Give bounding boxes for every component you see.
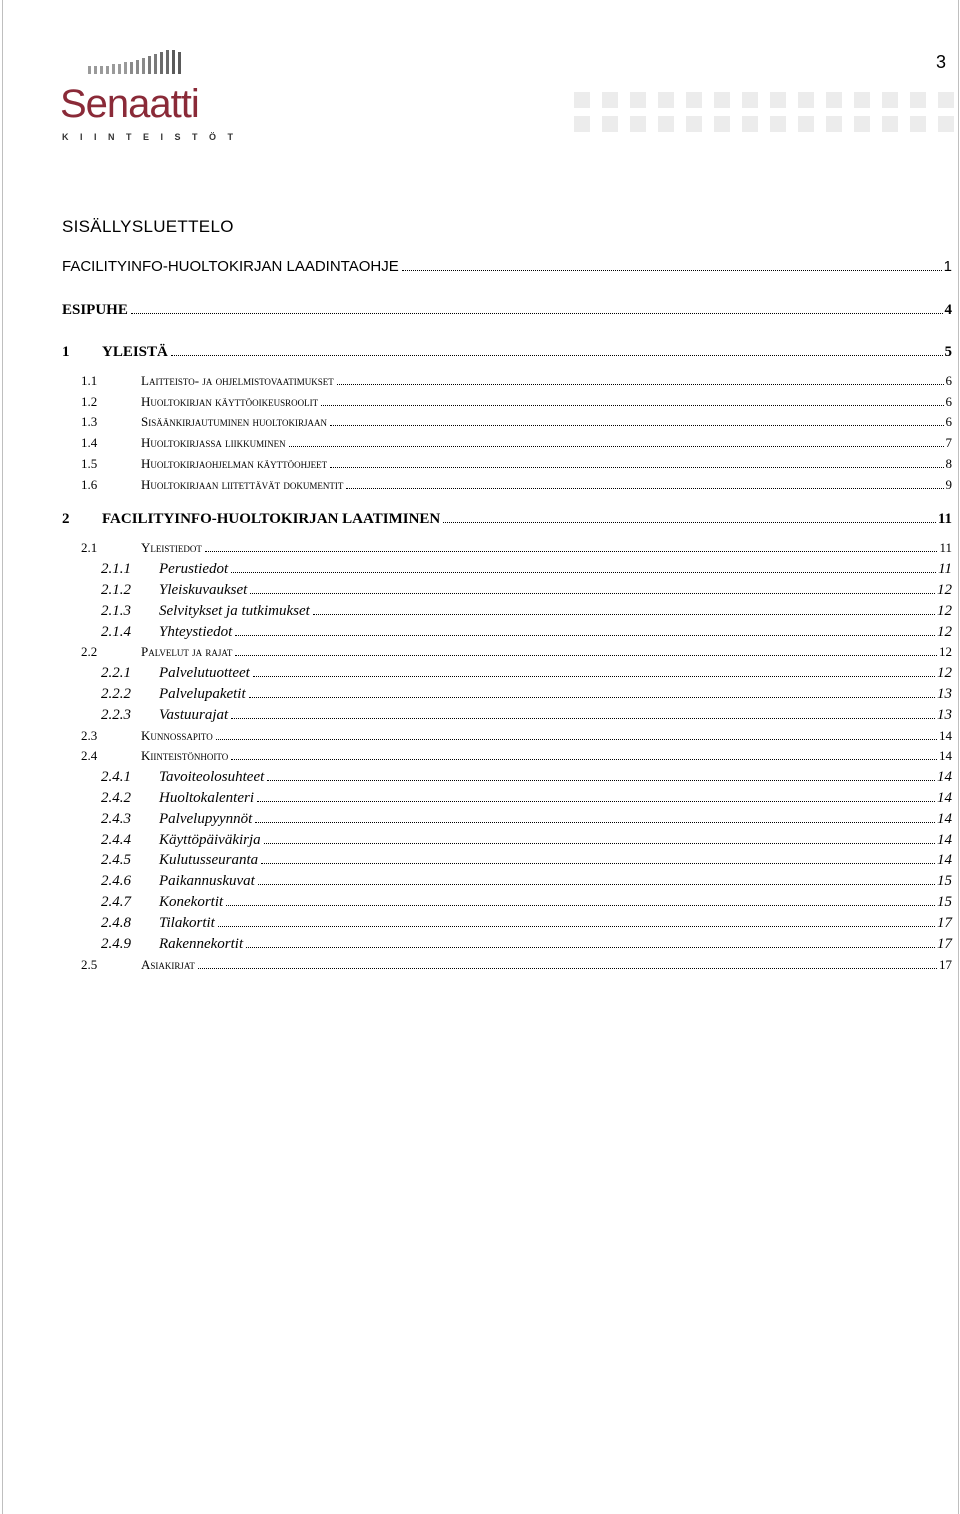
toc-entry-label: Palvelutuotteet (159, 665, 250, 681)
toc-entry-number: 2 (62, 511, 70, 527)
toc-entry-label: Asiakirjat (141, 957, 195, 972)
toc-leader-dots (171, 355, 943, 356)
toc-entry-number: 2.1.3 (101, 603, 131, 619)
toc-entry-page: 15 (937, 873, 952, 889)
toc-entry[interactable] (101, 811, 952, 828)
toc-entry-page: 11 (937, 511, 952, 527)
toc-entry-label: ESIPUHE (62, 302, 128, 318)
toc-entry[interactable] (81, 728, 952, 744)
toc-entry[interactable] (101, 624, 952, 641)
toc-entry-number: 2.4.7 (101, 894, 131, 910)
toc-entry-label: Laitteisto- ja ohjelmistovaatimukset (141, 373, 334, 388)
toc-entry-label: Palvelupyynnöt (159, 811, 253, 827)
toc-entry[interactable] (101, 936, 952, 953)
toc-entry-page: 14 (937, 811, 952, 827)
toc-entry-label: YLEISTÄ (102, 344, 168, 360)
toc-entry[interactable] (101, 873, 952, 890)
toc-entry-number: 2.4.9 (101, 936, 131, 952)
toc-entry[interactable] (101, 686, 952, 703)
page-border-right (958, 0, 959, 1514)
toc-entry-page: 12 (937, 582, 952, 598)
toc-entry[interactable] (62, 302, 952, 319)
toc-leader-dots (226, 905, 935, 906)
page-border-left (2, 0, 3, 1514)
toc-entry-page: 6 (945, 394, 952, 409)
toc-leader-dots (131, 313, 943, 314)
toc-entry-number: 2.4.6 (101, 873, 131, 889)
toc-entry-number: 2.3 (81, 728, 98, 743)
toc-entry-label: Kulutusseuranta (159, 852, 259, 868)
logo-name: Senaatti (60, 82, 199, 126)
toc-entry-number: 2.1.1 (101, 561, 131, 577)
toc-entry-page: 7 (945, 435, 952, 450)
toc-entry-number: 1.4 (81, 435, 98, 450)
toc-leader-dots (258, 884, 935, 885)
toc-entry-page: 12 (937, 624, 952, 640)
toc-leader-dots (216, 739, 937, 740)
toc-entry-page: 14 (937, 769, 952, 785)
toc-title: SISÄLLYSLUETTELO (62, 217, 234, 236)
toc-entry-number: 2.4.8 (101, 915, 131, 931)
toc-entry-label: Palvelupaketit (159, 686, 246, 702)
toc-entry-number: 2.4.4 (101, 832, 131, 848)
toc-entry-label: Yleiskuvaukset (159, 582, 248, 598)
toc-leader-dots (231, 572, 936, 573)
toc-entry-page: 1 (943, 258, 952, 275)
toc-entry[interactable] (62, 258, 952, 275)
toc-entry[interactable] (101, 894, 952, 911)
toc-entry-label: Kunnossapito (141, 728, 213, 743)
toc-entry-number: 2.2.2 (101, 686, 131, 702)
toc-entry-label: Konekortit (159, 894, 224, 910)
toc-leader-dots (198, 968, 937, 969)
toc-entry-number: 2.4 (81, 748, 98, 763)
toc-entry-number: 2.4.1 (101, 769, 131, 785)
toc-entry-page: 17 (939, 957, 952, 972)
toc-entry-number: 2.4.2 (101, 790, 131, 806)
toc-entry-page: 6 (945, 414, 952, 429)
toc-leader-dots (346, 488, 943, 489)
toc-entry-number: 2.1 (81, 540, 98, 555)
toc-entry-label: Tilakortit (159, 915, 215, 931)
toc-entry[interactable] (81, 748, 952, 764)
toc-leader-dots (231, 759, 937, 760)
toc-leader-dots (218, 926, 935, 927)
toc-entry-label: Selvitykset ja tutkimukset (159, 603, 310, 619)
toc-leader-dots (330, 425, 944, 426)
toc-leader-dots (255, 822, 935, 823)
decorative-grid-pattern (574, 92, 960, 134)
toc-entry-number: 2.4.3 (101, 811, 131, 827)
toc-entry-page: 11 (938, 561, 952, 577)
toc-entry-label: Huoltokalenteri (159, 790, 254, 806)
toc-entry[interactable] (101, 852, 952, 869)
toc-entry[interactable] (101, 582, 952, 599)
toc-entry-page: 8 (945, 456, 952, 471)
logo-bars-icon (88, 48, 208, 78)
toc-entry-page: 13 (937, 707, 952, 723)
toc-entry[interactable] (81, 373, 952, 389)
toc-leader-dots (253, 676, 935, 677)
toc-entry-page: 15 (937, 894, 952, 910)
page-number: 3 (936, 52, 947, 72)
toc-entry-label: Sisäänkirjautuminen huoltokirjaan (141, 414, 327, 429)
toc-entry[interactable] (81, 394, 952, 410)
toc-entry-number: 2.1.2 (101, 582, 131, 598)
toc-leader-dots (231, 718, 935, 719)
toc-entry-number: 2.4.5 (101, 852, 131, 868)
toc-entry-page: 14 (939, 728, 952, 743)
toc-entry-page: 13 (937, 686, 952, 702)
toc-leader-dots (246, 947, 935, 948)
toc-entry-label: Perustiedot (159, 561, 229, 577)
toc-entry-page: 14 (937, 790, 952, 806)
toc-entry-page: 12 (939, 644, 952, 659)
toc-entry[interactable] (101, 790, 952, 807)
toc-entry-label: Yhteystiedot (159, 624, 233, 640)
toc-entry[interactable] (62, 344, 952, 361)
toc-leader-dots (264, 843, 935, 844)
toc-entry-label: Kiinteistönhoito (141, 748, 229, 763)
toc-entry-page: 14 (937, 832, 952, 848)
toc-entry-page: 17 (937, 915, 952, 931)
toc-entry[interactable] (101, 707, 952, 724)
toc-entry[interactable] (81, 644, 952, 660)
toc-leader-dots (443, 522, 936, 523)
toc-leader-dots (249, 697, 935, 698)
toc-entry[interactable] (81, 456, 952, 472)
toc-entry[interactable] (101, 603, 952, 620)
toc-entry-label: Huoltokirjaohjelman käyttöohjeet (141, 456, 328, 471)
toc-entry-page: 11 (939, 540, 952, 555)
toc-entry-label: Vastuurajat (159, 707, 229, 723)
toc-leader-dots (235, 635, 935, 636)
toc-entry[interactable] (81, 477, 952, 493)
toc-leader-dots (337, 384, 944, 385)
toc-entry-number: 1.1 (81, 373, 98, 388)
toc-entry[interactable] (81, 414, 952, 430)
toc-entry[interactable] (101, 832, 952, 849)
toc-leader-dots (235, 655, 937, 656)
toc-entry-number: 2.2.3 (101, 707, 131, 723)
toc-entry-number: 1.5 (81, 456, 98, 471)
toc-leader-dots (205, 551, 938, 552)
toc-entry-label: FACILITYINFO-HUOLTOKIRJAN LAADINTAOHJE (62, 258, 399, 275)
logo-subtitle: KIINTEISTÖT (62, 132, 245, 142)
toc-leader-dots (261, 863, 935, 864)
toc-entry-label: Yleistiedot (141, 540, 202, 555)
toc-entry-label: FACILITYINFO-HUOLTOKIRJAN LAATIMINEN (102, 511, 441, 527)
toc-entry-page: 17 (937, 936, 952, 952)
toc-entry[interactable] (81, 540, 952, 556)
toc-entry[interactable] (101, 665, 952, 682)
toc-leader-dots (321, 405, 943, 406)
toc-leader-dots (267, 780, 935, 781)
toc-entry-page: 9 (945, 477, 952, 492)
toc-entry[interactable] (81, 957, 952, 973)
toc-leader-dots (289, 446, 944, 447)
toc-leader-dots (330, 467, 943, 468)
toc-entry[interactable] (101, 769, 952, 786)
toc-entry-label: Rakennekortit (159, 936, 244, 952)
toc-entry[interactable] (101, 915, 952, 932)
toc-entry-page: 5 (944, 344, 952, 360)
toc-leader-dots (250, 593, 935, 594)
toc-entry-page: 12 (937, 603, 952, 619)
toc-leader-dots (257, 801, 935, 802)
toc-entry-number: 1 (62, 344, 70, 360)
toc-entry-page: 4 (944, 302, 952, 318)
toc-entry-page: 14 (937, 852, 952, 868)
toc-entry-number: 2.2.1 (101, 665, 131, 681)
toc-entry-page: 14 (939, 748, 952, 763)
toc-leader-dots (402, 270, 942, 271)
toc-entry-number: 2.2 (81, 644, 98, 659)
toc-entry-label: Palvelut ja rajat (141, 644, 233, 659)
toc-entry-page: 12 (937, 665, 952, 681)
toc-entry-number: 1.3 (81, 414, 98, 429)
toc-entry[interactable] (62, 511, 952, 528)
toc-leader-dots (313, 614, 935, 615)
toc-entry-number: 2.5 (81, 957, 98, 972)
toc-entry-number: 1.6 (81, 477, 98, 492)
senaatti-logo (60, 48, 245, 148)
toc-entry-number: 2.1.4 (101, 624, 131, 640)
toc-entry-label: Huoltokirjaan liitettävät dokumentit (141, 477, 344, 492)
toc-entry[interactable] (101, 561, 952, 578)
toc-entry-page: 6 (945, 373, 952, 388)
toc-entry-label: Paikannuskuvat (159, 873, 255, 889)
toc-entry-label: Käyttöpäiväkirja (159, 832, 261, 848)
toc-entry-label: Tavoiteolosuhteet (159, 769, 265, 785)
toc-entry[interactable] (81, 435, 952, 451)
toc-entry-number: 1.2 (81, 394, 98, 409)
toc-entry-label: Huoltokirjassa liikkuminen (141, 435, 286, 450)
toc-entry-label: Huoltokirjan käyttöoikeusroolit (141, 394, 319, 409)
